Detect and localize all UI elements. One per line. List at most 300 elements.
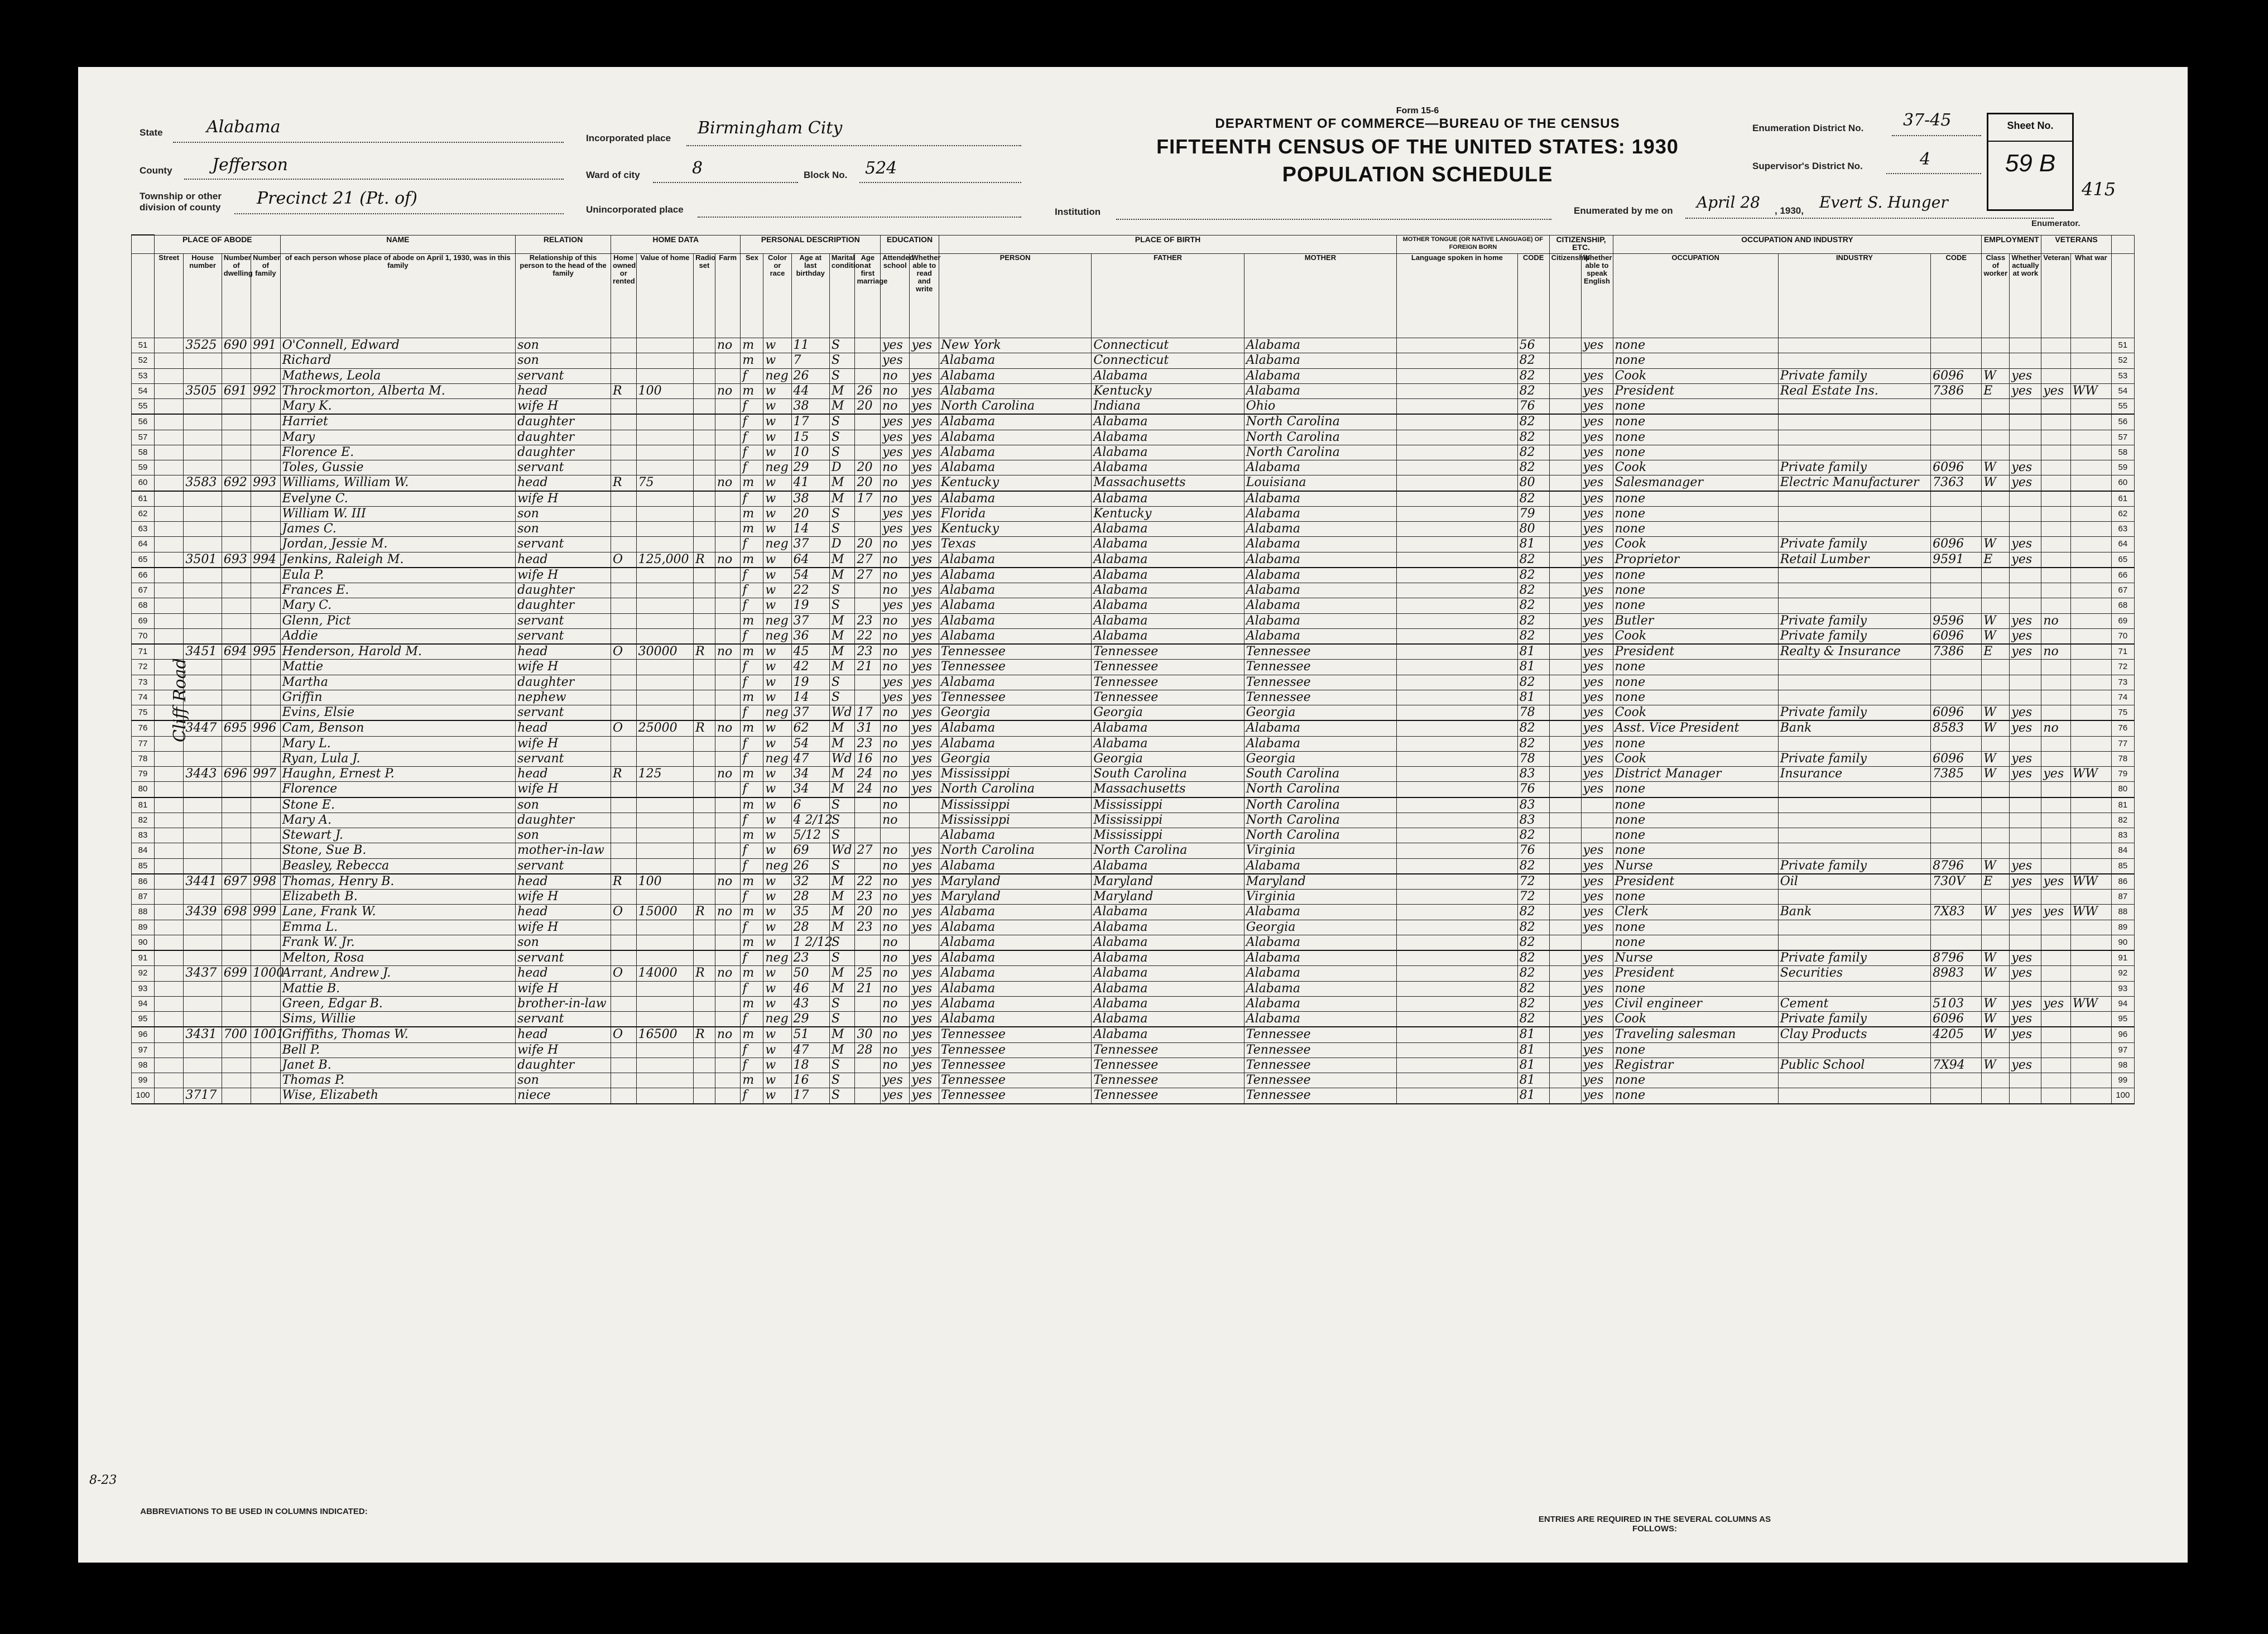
- cell-birth-mother: Virginia: [1244, 890, 1396, 905]
- cell-tongue: [1397, 537, 1517, 552]
- line-number: 78: [132, 751, 155, 766]
- cell-citizenship: [1549, 736, 1581, 751]
- cell-name: Melton, Rosa: [280, 950, 516, 966]
- table-row: [132, 353, 2135, 368]
- cell-class: E: [1982, 644, 2010, 660]
- line-number: 54: [132, 383, 155, 398]
- cell-english: yes: [1581, 996, 1613, 1011]
- cell-tenure: [611, 890, 637, 905]
- cell-code: 81: [1517, 1027, 1549, 1042]
- cell-tongue: [1397, 782, 1517, 797]
- cell-value: [636, 338, 694, 353]
- cell-age-married: 24: [855, 767, 881, 782]
- cell-veteran: yes: [2041, 996, 2070, 1011]
- cell-english: yes: [1581, 338, 1613, 353]
- cell-war: [2070, 368, 2111, 383]
- cell-tongue: [1397, 751, 1517, 766]
- cell-at-work: yes: [2010, 1012, 2041, 1027]
- cell-citizenship: [1549, 782, 1581, 797]
- cell-birth-mother: Tennessee: [1244, 690, 1396, 705]
- table-row: [132, 935, 2135, 950]
- cell-house: 3505: [184, 383, 222, 398]
- cell-at-work: [2010, 1088, 2041, 1104]
- cell-tongue: [1397, 613, 1517, 628]
- cell-tongue: [1397, 797, 1517, 813]
- line-number-right: 66: [2111, 568, 2134, 583]
- cell-birth-father: Connecticut: [1092, 353, 1244, 368]
- cell-class: [1982, 568, 2010, 583]
- cell-veteran: [2041, 890, 2070, 905]
- cell-race: w: [763, 598, 791, 613]
- cell-birth-father: Connecticut: [1092, 338, 1244, 353]
- cell-at-work: [2010, 568, 2041, 583]
- cell-veteran: [2041, 430, 2070, 445]
- cell-dwelling: 699: [222, 966, 251, 981]
- schedule-title: POPULATION SCHEDULE: [1282, 163, 1553, 186]
- cell-tenure: [611, 430, 637, 445]
- cell-birth-person: Alabama: [939, 720, 1091, 736]
- cell-age: 19: [791, 675, 829, 690]
- cell-house: [184, 751, 222, 766]
- cell-house: [184, 828, 222, 843]
- cell-relation: daughter: [516, 583, 611, 598]
- cell-tongue: [1397, 858, 1517, 874]
- cell-farm: no: [715, 475, 741, 491]
- cell-birth-person: Alabama: [939, 368, 1091, 383]
- cell-marital: M: [829, 568, 855, 583]
- cell-radio: [694, 675, 715, 690]
- cell-birth-person: Maryland: [939, 874, 1091, 890]
- cell-sex: m: [741, 720, 763, 736]
- cell-dwelling: [222, 858, 251, 874]
- cell-relation: servant: [516, 751, 611, 766]
- cell-industry-code: [1931, 690, 1982, 705]
- cell-industry-code: [1931, 414, 1982, 430]
- ward-value: 8: [692, 158, 703, 178]
- cell-radio: [694, 920, 715, 935]
- cell-age: 7: [791, 353, 829, 368]
- cell-tenure: R: [611, 383, 637, 398]
- cell-race: w: [763, 475, 791, 491]
- cell-name: Mary: [280, 430, 516, 445]
- line-number-right: 92: [2111, 966, 2134, 981]
- cell-class: W: [1982, 996, 2010, 1011]
- cell-birth-mother: North Carolina: [1244, 797, 1396, 813]
- cell-code: 82: [1517, 905, 1549, 920]
- cell-english: [1581, 935, 1613, 950]
- cell-school: no: [881, 1012, 910, 1027]
- cell-english: yes: [1581, 690, 1613, 705]
- cell-birth-mother: Tennessee: [1244, 1027, 1396, 1042]
- cell-race: w: [763, 920, 791, 935]
- cell-birth-father: Alabama: [1092, 1027, 1244, 1042]
- cell-race: neg: [763, 628, 791, 644]
- cell-marital: S: [829, 858, 855, 874]
- cell-at-work: [2010, 414, 2041, 430]
- cell-age: 54: [791, 568, 829, 583]
- cell-family: [251, 1042, 280, 1058]
- line-number-right: 77: [2111, 736, 2134, 751]
- cell-veteran: [2041, 935, 2070, 950]
- cell-read: yes: [910, 475, 939, 491]
- cell-street: [155, 628, 184, 644]
- cell-code: 82: [1517, 675, 1549, 690]
- cell-read: yes: [910, 874, 939, 890]
- cell-birth-father: Tennessee: [1092, 675, 1244, 690]
- cell-tenure: O: [611, 644, 637, 660]
- cell-birth-person: Alabama: [939, 430, 1091, 445]
- line-number: 87: [132, 890, 155, 905]
- cell-dwelling: [222, 353, 251, 368]
- cell-citizenship: [1549, 935, 1581, 950]
- cell-value: [636, 537, 694, 552]
- supervisor-district-label: Supervisor's District No.: [1752, 161, 1863, 171]
- cell-tongue: [1397, 491, 1517, 507]
- cell-radio: [694, 598, 715, 613]
- cell-street: [155, 568, 184, 583]
- cell-citizenship: [1549, 475, 1581, 491]
- cell-race: w: [763, 1058, 791, 1073]
- cell-at-work: yes: [2010, 966, 2041, 981]
- cell-race: w: [763, 736, 791, 751]
- supervisor-district-rule: [1886, 173, 1981, 174]
- cell-citizenship: [1549, 843, 1581, 858]
- cell-marital: Wd: [829, 705, 855, 721]
- cell-relation: nephew: [516, 690, 611, 705]
- cell-occupation: Butler: [1613, 613, 1778, 628]
- cell-industry: Private family: [1778, 628, 1930, 644]
- cell-at-work: [2010, 890, 2041, 905]
- cell-code: 82: [1517, 628, 1549, 644]
- cell-farm: [715, 920, 741, 935]
- cell-value: [636, 660, 694, 675]
- cell-english: yes: [1581, 843, 1613, 858]
- cell-school: yes: [881, 445, 910, 460]
- cell-birth-mother: Alabama: [1244, 628, 1396, 644]
- cell-read: [910, 353, 939, 368]
- cell-war: [2070, 966, 2111, 981]
- cell-family: [251, 430, 280, 445]
- block-value: 524: [865, 158, 897, 178]
- cell-birth-person: Alabama: [939, 445, 1091, 460]
- cell-birth-mother: Alabama: [1244, 353, 1396, 368]
- cell-code: 82: [1517, 430, 1549, 445]
- cell-industry-code: [1931, 1073, 1982, 1088]
- cell-farm: [715, 736, 741, 751]
- cell-war: [2070, 1042, 2111, 1058]
- cell-at-work: yes: [2010, 475, 2041, 491]
- cell-occupation: none: [1613, 598, 1778, 613]
- cell-veteran: yes: [2041, 874, 2070, 890]
- cell-sex: f: [741, 598, 763, 613]
- cell-occupation: none: [1613, 981, 1778, 996]
- cell-relation: wife H: [516, 782, 611, 797]
- cell-code: 76: [1517, 843, 1549, 858]
- cell-tongue: [1397, 767, 1517, 782]
- cell-farm: [715, 368, 741, 383]
- cell-dwelling: [222, 813, 251, 828]
- cell-code: 81: [1517, 1073, 1549, 1088]
- cell-age: 51: [791, 1027, 829, 1042]
- cell-dwelling: [222, 981, 251, 996]
- cell-value: [636, 950, 694, 966]
- cell-birth-mother: Alabama: [1244, 720, 1396, 736]
- cell-tongue: [1397, 383, 1517, 398]
- cell-occupation: District Manager: [1613, 767, 1778, 782]
- cell-house: 3431: [184, 1027, 222, 1042]
- cell-age: 50: [791, 966, 829, 981]
- cell-farm: [715, 1042, 741, 1058]
- cell-code: 76: [1517, 782, 1549, 797]
- cell-english: [1581, 797, 1613, 813]
- cell-name: Beasley, Rebecca: [280, 858, 516, 874]
- cell-at-work: [2010, 522, 2041, 537]
- cell-family: [251, 583, 280, 598]
- cell-family: [251, 736, 280, 751]
- cell-at-work: yes: [2010, 552, 2041, 568]
- cell-birth-father: Tennessee: [1092, 1042, 1244, 1058]
- cell-class: [1982, 491, 2010, 507]
- cell-class: [1982, 338, 2010, 353]
- cell-english: [1581, 353, 1613, 368]
- cell-english: yes: [1581, 568, 1613, 583]
- table-row: [132, 720, 2135, 736]
- cell-birth-person: Alabama: [939, 583, 1091, 598]
- cell-birth-father: Alabama: [1092, 858, 1244, 874]
- schedule-titles: [1027, 106, 1808, 187]
- cell-farm: [715, 537, 741, 552]
- cell-sex: m: [741, 475, 763, 491]
- cell-race: w: [763, 1088, 791, 1104]
- cell-industry-code: [1931, 736, 1982, 751]
- cell-tenure: [611, 1042, 637, 1058]
- cell-school: no: [881, 491, 910, 507]
- cell-english: yes: [1581, 460, 1613, 475]
- cell-citizenship: [1549, 905, 1581, 920]
- cell-race: w: [763, 491, 791, 507]
- cell-marital: Wd: [829, 843, 855, 858]
- cell-school: no: [881, 1027, 910, 1042]
- table-row: [132, 1058, 2135, 1073]
- line-number: 100: [132, 1088, 155, 1104]
- cell-dwelling: [222, 1073, 251, 1088]
- sheet-number-label: Sheet No.: [1988, 114, 2072, 142]
- enumeration-district-label: Enumeration District No.: [1752, 123, 1864, 133]
- cell-code: 82: [1517, 383, 1549, 398]
- line-number-right: 57: [2111, 430, 2134, 445]
- cell-citizenship: [1549, 460, 1581, 475]
- cell-house: [184, 399, 222, 415]
- cell-value: [636, 583, 694, 598]
- cell-tenure: [611, 950, 637, 966]
- cell-tongue: [1397, 1073, 1517, 1088]
- cell-read: yes: [910, 552, 939, 568]
- line-number: 97: [132, 1042, 155, 1058]
- cell-citizenship: [1549, 1042, 1581, 1058]
- cell-dwelling: 692: [222, 475, 251, 491]
- cell-industry-code: [1931, 430, 1982, 445]
- cell-relation: head: [516, 383, 611, 398]
- cell-tongue: [1397, 720, 1517, 736]
- col-sex: Sex: [741, 254, 763, 338]
- cell-age: 28: [791, 920, 829, 935]
- cell-war: [2070, 1012, 2111, 1027]
- cell-birth-person: Alabama: [939, 996, 1091, 1011]
- cell-house: 3441: [184, 874, 222, 890]
- cell-read: [910, 813, 939, 828]
- cell-age-married: [855, 445, 881, 460]
- cell-at-work: yes: [2010, 1027, 2041, 1042]
- cell-age: 14: [791, 690, 829, 705]
- cell-birth-father: Georgia: [1092, 751, 1244, 766]
- cell-street: [155, 460, 184, 475]
- line-number: 93: [132, 981, 155, 996]
- cell-birth-mother: Alabama: [1244, 981, 1396, 996]
- cell-race: w: [763, 660, 791, 675]
- cell-tenure: [611, 843, 637, 858]
- cell-race: neg: [763, 858, 791, 874]
- department-title: DEPARTMENT OF COMMERCE—BUREAU OF THE CENSUS: [1215, 116, 1620, 131]
- cell-occupation: Asst. Vice President: [1613, 720, 1778, 736]
- cell-tenure: O: [611, 966, 637, 981]
- cell-occupation: none: [1613, 843, 1778, 858]
- cell-name: Throckmorton, Alberta M.: [280, 383, 516, 398]
- line-number-right: 95: [2111, 1012, 2134, 1027]
- cell-birth-father: North Carolina: [1092, 843, 1244, 858]
- cell-farm: [715, 506, 741, 521]
- line-number: 55: [132, 399, 155, 415]
- cell-farm: [715, 491, 741, 507]
- cell-industry-code: 8796: [1931, 858, 1982, 874]
- cell-house: [184, 890, 222, 905]
- cell-age: 45: [791, 644, 829, 660]
- cell-birth-mother: Alabama: [1244, 950, 1396, 966]
- cell-class: [1982, 736, 2010, 751]
- cell-occupation: Nurse: [1613, 858, 1778, 874]
- cell-race: w: [763, 644, 791, 660]
- cell-birth-mother: Tennessee: [1244, 644, 1396, 660]
- line-number-right: 63: [2111, 522, 2134, 537]
- cell-farm: [715, 1088, 741, 1104]
- cell-war: [2070, 414, 2111, 430]
- cell-code: 81: [1517, 1088, 1549, 1104]
- cell-citizenship: [1549, 368, 1581, 383]
- cell-class: [1982, 399, 2010, 415]
- cell-age-married: 23: [855, 644, 881, 660]
- line-number-right: 93: [2111, 981, 2134, 996]
- cell-citizenship: [1549, 828, 1581, 843]
- cell-birth-mother: Georgia: [1244, 920, 1396, 935]
- cell-relation: wife H: [516, 491, 611, 507]
- cell-dwelling: [222, 797, 251, 813]
- cell-veteran: [2041, 445, 2070, 460]
- cell-veteran: [2041, 736, 2070, 751]
- cell-family: [251, 996, 280, 1011]
- cell-age: 20: [791, 506, 829, 521]
- cell-school: yes: [881, 430, 910, 445]
- cell-family: [251, 506, 280, 521]
- cell-industry: [1778, 782, 1930, 797]
- cell-name: Harriet: [280, 414, 516, 430]
- col-family: Number of family: [251, 254, 280, 338]
- cell-at-work: [2010, 399, 2041, 415]
- cell-tongue: [1397, 736, 1517, 751]
- cell-radio: [694, 445, 715, 460]
- cell-english: yes: [1581, 1088, 1613, 1104]
- cell-industry: Private family: [1778, 705, 1930, 721]
- cell-industry-code: [1931, 660, 1982, 675]
- cell-street: [155, 506, 184, 521]
- cell-tongue: [1397, 705, 1517, 721]
- cell-age: 16: [791, 1073, 829, 1088]
- cell-birth-father: Maryland: [1092, 890, 1244, 905]
- cell-house: [184, 843, 222, 858]
- cell-school: no: [881, 858, 910, 874]
- cell-house: 3717: [184, 1088, 222, 1104]
- cell-occupation: President: [1613, 383, 1778, 398]
- cell-radio: [694, 767, 715, 782]
- cell-tongue: [1397, 950, 1517, 966]
- cell-birth-father: Alabama: [1092, 1012, 1244, 1027]
- cell-at-work: [2010, 736, 2041, 751]
- cell-birth-father: Massachusetts: [1092, 782, 1244, 797]
- cell-school: yes: [881, 522, 910, 537]
- cell-street: [155, 751, 184, 766]
- line-number: 56: [132, 414, 155, 430]
- cell-war: [2070, 1058, 2111, 1073]
- line-number-right: 65: [2111, 552, 2134, 568]
- cell-age-married: 22: [855, 874, 881, 890]
- cell-value: [636, 414, 694, 430]
- group-place-of-abode: PLACE OF ABODE: [155, 235, 281, 254]
- cell-war: [2070, 628, 2111, 644]
- cell-at-work: [2010, 506, 2041, 521]
- cell-marital: M: [829, 966, 855, 981]
- cell-radio: [694, 414, 715, 430]
- cell-war: [2070, 1073, 2111, 1088]
- cell-english: yes: [1581, 399, 1613, 415]
- cell-value: [636, 522, 694, 537]
- cell-age-married: 21: [855, 981, 881, 996]
- cell-tenure: [611, 736, 637, 751]
- cell-occupation: none: [1613, 797, 1778, 813]
- cell-relation: wife H: [516, 660, 611, 675]
- cell-sex: f: [741, 568, 763, 583]
- cell-age-married: 20: [855, 399, 881, 415]
- cell-citizenship: [1549, 399, 1581, 415]
- cell-age: 22: [791, 583, 829, 598]
- cell-industry-code: [1931, 583, 1982, 598]
- col-industry-code: CODE: [1931, 254, 1982, 338]
- cell-age: 46: [791, 981, 829, 996]
- cell-radio: [694, 506, 715, 521]
- cell-english: yes: [1581, 613, 1613, 628]
- cell-birth-mother: North Carolina: [1244, 782, 1396, 797]
- cell-read: yes: [910, 782, 939, 797]
- cell-industry-code: 8796: [1931, 950, 1982, 966]
- cell-race: neg: [763, 950, 791, 966]
- cell-radio: [694, 353, 715, 368]
- cell-marital: S: [829, 430, 855, 445]
- cell-street: [155, 445, 184, 460]
- cell-race: neg: [763, 537, 791, 552]
- cell-sex: m: [741, 552, 763, 568]
- cell-value: [636, 828, 694, 843]
- cell-at-work: yes: [2010, 460, 2041, 475]
- cell-street: [155, 935, 184, 950]
- table-row: [132, 874, 2135, 890]
- cell-street: [155, 1027, 184, 1042]
